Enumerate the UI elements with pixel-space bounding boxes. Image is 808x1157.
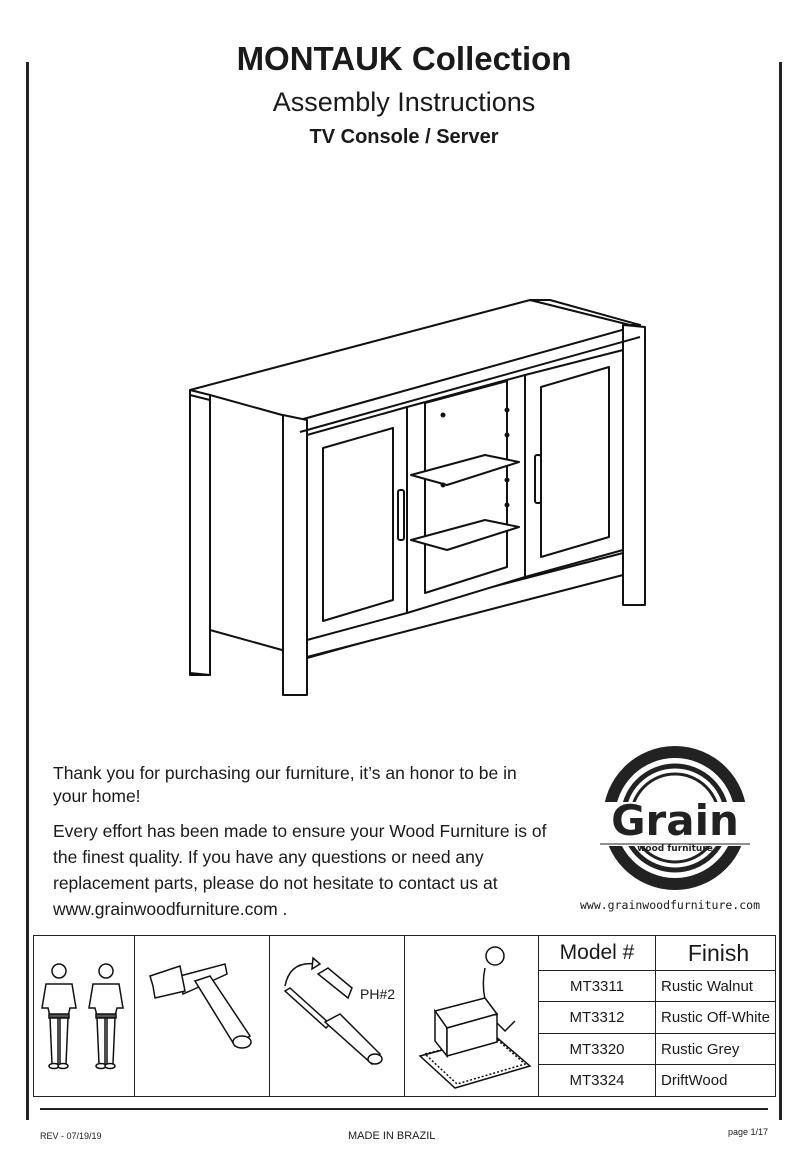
table-header-finish: Finish [687,939,750,966]
table-row [539,971,776,1002]
screwdriver-size-label: PH#2 [360,986,396,1002]
tv-console-illustration [185,295,650,705]
document-subtitle: Assembly Instructions [272,87,536,117]
model-number: MT3320 [539,1034,656,1064]
footer-divider [40,1108,768,1110]
assembly-on-carpet-icon [405,936,539,1096]
left-edge-rule [26,62,29,1120]
table-row [539,1065,776,1096]
made-in-label: MADE IN BRAZIL [348,1130,436,1142]
right-edge-rule [779,62,782,1120]
product-name: TV Console / Server [309,126,499,148]
grain-logo [590,740,760,900]
finish-name: DriftWood [661,1072,728,1089]
finish-name: Rustic Off-White [661,1009,770,1026]
screwdriver-icon [270,936,405,1096]
finish-name: Rustic Grey [661,1040,740,1058]
model-number: MT3324 [539,1065,656,1096]
quality-paragraph: Every effort has been made to ensure your Wood Furniture is of the finest quality. If you have any questions or need any replacement parts, please do not hesitate to contact us at www.grainwoodfurniture.com . [53,821,547,919]
intro-text [53,762,553,932]
website-url[interactable]: www.grainwoodfurniture.com [579,898,760,912]
collection-title: MONTAUK Collection [236,40,572,77]
models-table [539,936,776,1096]
hammer-icon [135,936,270,1096]
revision-date: REV - 07/19/19 [40,1131,102,1141]
table-row [539,1034,776,1065]
page-number: page 1/17 [727,1127,768,1137]
finish-name: Rustic Walnut [661,977,753,995]
table-header-model: Model # [539,936,656,970]
model-number: MT3311 [539,971,656,1001]
two-person-icon [34,936,135,1096]
tools-and-models-panel [33,935,776,1097]
table-row [539,1002,776,1034]
model-number: MT3312 [539,1002,656,1033]
thank-you-paragraph: Thank you for purchasing our furniture, it’s an honor to be in your home! [53,763,517,806]
logo-wordmark: Grain [611,796,739,845]
logo-tagline: wood furniture [637,844,713,854]
table-header-row [539,936,776,971]
